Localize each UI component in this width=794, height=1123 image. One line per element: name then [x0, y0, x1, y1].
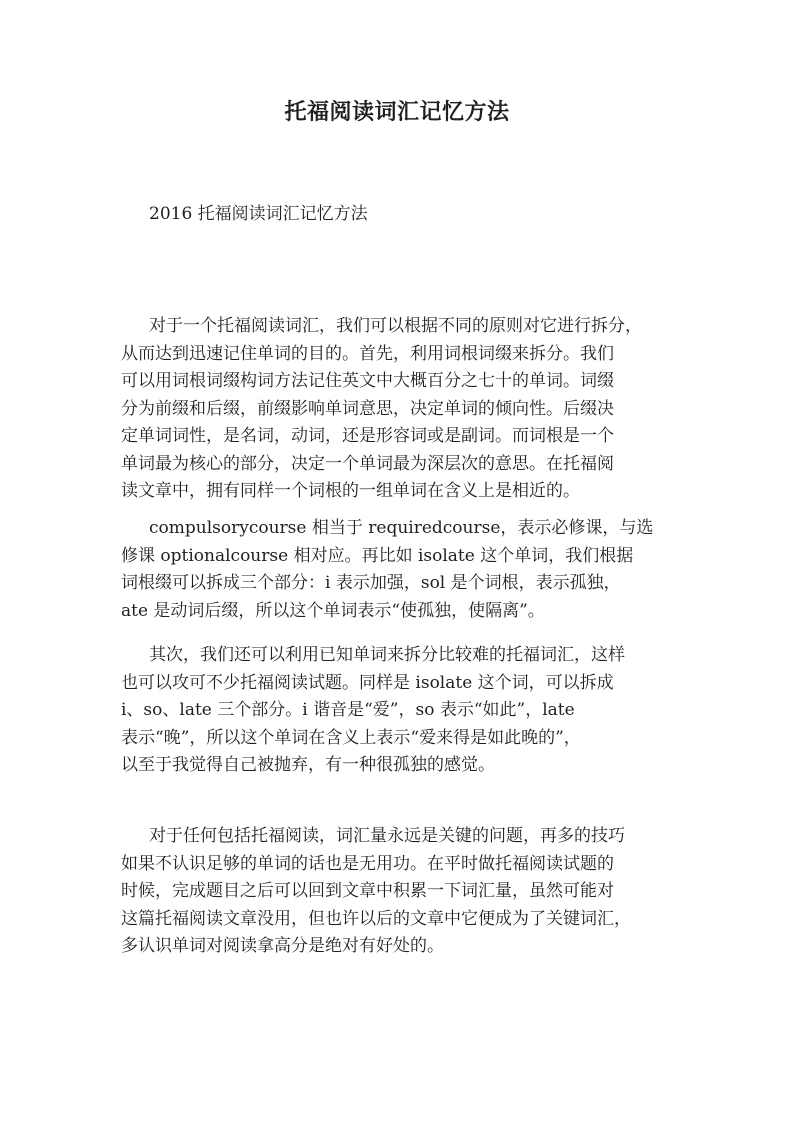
paragraph-line: 分为前缀和后缀，前缀影响单词意思，决定单词的倾向性。后缀决 [121, 398, 614, 419]
paragraph-line: 读文章中，拥有同样一个词根的一组单词在含义上是相近的。 [121, 481, 580, 501]
paragraph-line: 如果不认识足够的单词的话也是无用功。在平时做托福阅读试题的 [121, 853, 614, 874]
paragraph-line: 单词最为核心的部分，决定一个单词最为深层次的意思。在托福阅 [121, 453, 614, 474]
paragraph-line: 也可以攻可不少托福阅读试题。同样是 isolate 这个词，可以拆成 [121, 672, 614, 693]
paragraph-3 [121, 642, 681, 780]
paragraph-line: i、so、late 三个部分。i 谐音是“爱”，so 表示“如此”，late [121, 700, 575, 720]
paragraph-line: 以至于我觉得自己被抛弃，有一种很孤独的感觉。 [121, 755, 495, 775]
paragraph-line: 词根缀可以拆成三个部分：i 表示加强，sol 是个词根，表示孤独， [121, 573, 621, 593]
paragraph-line: 表示“晚”，所以这个单词在含义上表示“爱来得是如此晚的”， [121, 727, 581, 748]
paragraph-line: 多认识单词对阅读拿高分是绝对有好处的。 [121, 936, 444, 956]
paragraph-2 [121, 515, 681, 625]
document-subtitle: 2016 托福阅读词汇记忆方法 [149, 204, 368, 224]
paragraph-line: ate 是动词后缀，所以这个单词表示“使孤独，使隔离”。 [121, 600, 545, 621]
paragraph-line: 其次，我们还可以利用已知单词来拆分比较难的托福词汇，这样 [149, 645, 625, 665]
paragraph-line: compulsorycourse 相当于 requiredcourse，表示必修课，与选 [149, 518, 654, 538]
paragraph-line: 对于任何包括托福阅读，词汇量永远是关键的问题，再多的技巧 [149, 826, 625, 846]
paragraph-1 [121, 313, 681, 506]
paragraph-line: 定单词词性，是名词，动词，还是形容词或是副词。而词根是一个 [121, 426, 614, 446]
paragraph-4 [121, 823, 681, 961]
document-title: 托福阅读词汇记忆方法 [284, 99, 510, 125]
paragraph-line: 对于一个托福阅读词汇，我们可以根据不同的原则对它进行拆分， [149, 316, 642, 336]
paragraph-line: 可以用词根词缀构词方法记住英文中大概百分之七十的单词。词缀 [121, 371, 614, 391]
paragraph-line: 这篇托福阅读文章没用，但也许以后的文章中它便成为了关键词汇， [121, 908, 631, 929]
paragraph-line: 时候，完成题目之后可以回到文章中积累一下词汇量，虽然可能对 [121, 881, 614, 901]
paragraph-line: 修课 optionalcourse 相对应。再比如 isolate 这个单词，我们根据 [121, 545, 634, 566]
paragraph-line: 从而达到迅速记住单词的目的。首先，利用词根词缀来拆分。我们 [121, 343, 614, 364]
